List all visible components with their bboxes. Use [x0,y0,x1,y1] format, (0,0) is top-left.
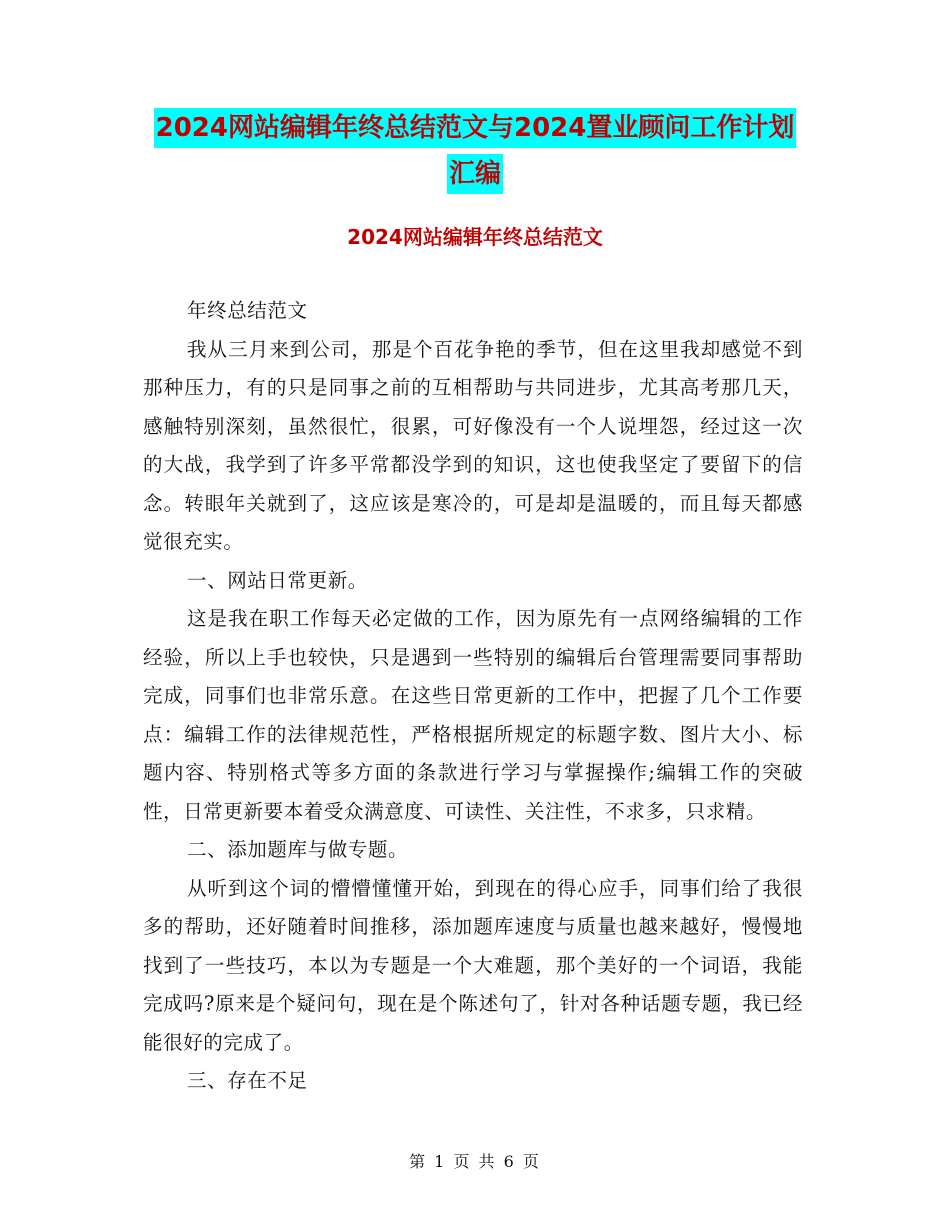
paragraph: 一、网站日常更新。 [187,568,368,592]
paragraph: 三、存在不足 [187,1069,308,1092]
paragraph: 二、添加题库与做专题。 [187,838,409,861]
section-heading: 2024网站编辑年终总结范文 [347,225,603,249]
paragraph: 我从三月来到公司，那是个百花争艳的季节，但在这里我却感觉不到那种压力，有的只是同事之前的互相帮助与共同进步，尤其高考那几天，感触特别深刻，虽然很忙，很累，可好像没有一个人说埋怨，经过这一次的大战，我学到了许多平常都没学到的知识，这也使我坚定了要留下的信念。转眼年关就到了，这应该是寒冷的，可是却是温暖的，而且每天都感觉很充实。 [143,337,803,553]
page-footer: 第 1 页 共 6 页 [409,1152,541,1171]
title-line-2: 汇编 [447,154,503,194]
title-line-1: 2024网站编辑年终总结范文与2024置业顾问工作计划 [154,108,797,148]
paragraph: 这是我在职工作每天必定做的工作，因为原先有一点网络编辑的工作经验，所以上手也较快，只是遇到一些特别的编辑后台管理需要同事帮助完成，同事们也非常乐意。在这些日常更新的工作中，把握了几个工作要点：编辑工作的法律规范性，严格根据所规定的标题字数、图片大小、标题内容、特别格式等多方面的条款进行学习与掌握操作;编辑工作的突破性，日常更新要本着受众满意度、可读性、关注性，不求多，只求精。 [143,607,803,823]
paragraph: 年终总结范文 [187,299,308,322]
document-title [150,108,800,194]
paragraph: 从听到这个词的懵懵懂懂开始，到现在的得心应手，同事们给了我很多的帮助，还好随着时间推移，添加题库速度与质量也越来越好，慢慢地找到了一些技巧，本以为专题是一个大难题，那个美好的一个词语，我能完成吗?原来是个疑问句，现在是个陈述句了，针对各种话题专题，我已经能很好的完成了。 [143,876,803,1054]
document-body [143,292,803,1101]
